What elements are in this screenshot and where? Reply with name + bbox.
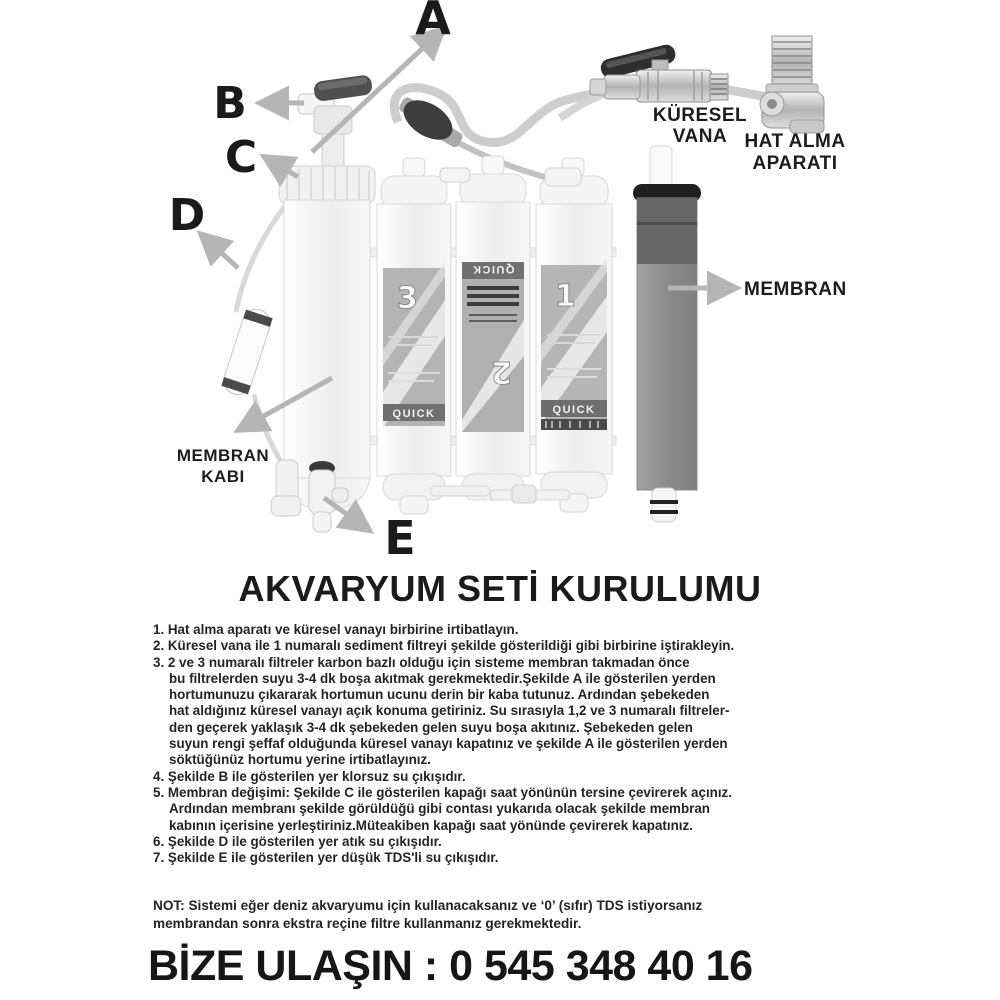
filter-cartridge-1: [536, 158, 612, 512]
outlet-fitting-tip: [313, 512, 331, 532]
callout-b-label: B: [213, 78, 247, 129]
instruction-line-4: 4. Şekilde B ile gösterilen yer klorsuz su çıkışıdır.: [153, 768, 466, 784]
ball-valve: [590, 43, 728, 102]
label-hat-alma-line1: HAT ALMA: [744, 131, 846, 152]
membrane: [633, 146, 701, 522]
instruction-line-5-cont: kabının içerisine yerleştiriniz.Müteakiben kapağı saat yönünde çevirerek kapatınız.: [169, 817, 693, 833]
instruction-line-3-cont: den geçerek yaklaşık 3-4 dk şebekeden gelen suyu boşa akıtınız. Şebekeden gelen: [169, 719, 693, 735]
line-takeoff-adapter: [760, 36, 824, 133]
filter-cartridge-2: [456, 156, 530, 500]
note-block: [153, 897, 893, 932]
label-membran: MEMBRAN: [744, 279, 847, 300]
callout-d-label: D: [168, 190, 206, 241]
instruction-line-5: 5. Membran değişimi: Şekilde C ile gösterilen kapağı saat yönünün tersine çevirerek açınız.: [153, 784, 732, 800]
filter-cartridge-3: [377, 158, 451, 514]
label-kuresel-vana-line2: VANA: [672, 126, 728, 147]
label-membran-kabi-line2: KABI: [201, 467, 245, 486]
callout-c-label: C: [224, 132, 258, 183]
housing-body: [284, 200, 370, 478]
callout-a-label: A: [415, 0, 451, 45]
flow-restrictor: [220, 306, 274, 398]
filter3-brand: QUICK: [392, 408, 436, 420]
instruction-line-2: 2. Küresel vana ile 1 numaralı sediment filtreyi şekilde gösterildiği gibi birbirine iştirakleyin.: [153, 638, 735, 654]
filter2-number-upside-down: 2: [491, 354, 512, 389]
contact-phone: BİZE ULAŞIN : 0 545 348 40 16: [148, 942, 753, 990]
instruction-list: [153, 622, 868, 866]
instruction-line-3-cont: hat aldığınız küresel vanayı açık konuma getiriniz. Su sırasıyla 1,2 ve 3 numaralı filtreler-: [169, 703, 730, 719]
instruction-line-3-cont: bu filtrelerden suyu 3-4 dk boşa akıtmak gerekmektedir.Şekilde A ile gösterilen yerden: [169, 670, 716, 686]
instruction-line-3-cont: söktüğünüz hortumu yerine irtibatlayınız.: [169, 752, 431, 768]
outlet-fitting-body: [309, 470, 335, 514]
callout-e-label: E: [384, 511, 416, 560]
instruction-line-7: 7. Şekilde E ile gösterilen yer düşük TDS'li su çıkışıdır.: [153, 850, 499, 866]
filter2-brand-upside-down: QUICK: [471, 263, 515, 275]
housing-left-fitting-nut: [271, 496, 301, 516]
housing-valve-handle: [313, 74, 373, 102]
filter1-brand: QUICK: [552, 404, 596, 416]
instruction-line-5-cont: Ardından membranı şekilde görüldüğü gibi contası yukarıda olacak şekilde membran: [169, 801, 710, 817]
instruction-line-3-cont: suyun rengi şeffaf olduğunda küresel vanayı kapatınız ve şekilde A ile gösterilen yerden: [169, 736, 728, 752]
label-kuresel-vana-line1: KÜRESEL: [652, 105, 748, 126]
arrow-d: [204, 237, 238, 268]
instruction-line-1: 1. Hat alma aparatı ve küresel vanayı birbirine irtibatlayın.: [153, 622, 519, 637]
instruction-line-6: 6. Şekilde D ile gösterilen yer atık su çıkışıdır.: [153, 833, 442, 849]
page-title: AKVARYUM SETİ KURULUMU: [238, 568, 762, 609]
note-line-1: NOT: Sistemi eğer deniz akvaryumu için kullanacaksanız ve ‘0’ (sıfır) TDS istiyorsanız: [153, 898, 703, 913]
filter3-number: 3: [397, 281, 418, 316]
filter1-number: 1: [555, 279, 576, 314]
note-line-2: membrandan sonra ekstra reçine filtre kullanmanız gerekmektedir.: [153, 915, 582, 931]
instruction-line-3-cont: hortumunuzu çıkararak hortumun ucunu derin bir kaba tutunuz. Ardından şebekeden: [169, 687, 710, 703]
label-membran-kabi-line1: MEMBRAN: [176, 446, 270, 465]
outlet-fitting-side-nub: [332, 488, 348, 502]
instruction-line-3: 3. 2 ve 3 numaralı filtreler karbon bazlı olduğu için sisteme membran takmadan önce: [153, 654, 690, 670]
label-hat-alma-line2: APARATI: [752, 153, 838, 174]
